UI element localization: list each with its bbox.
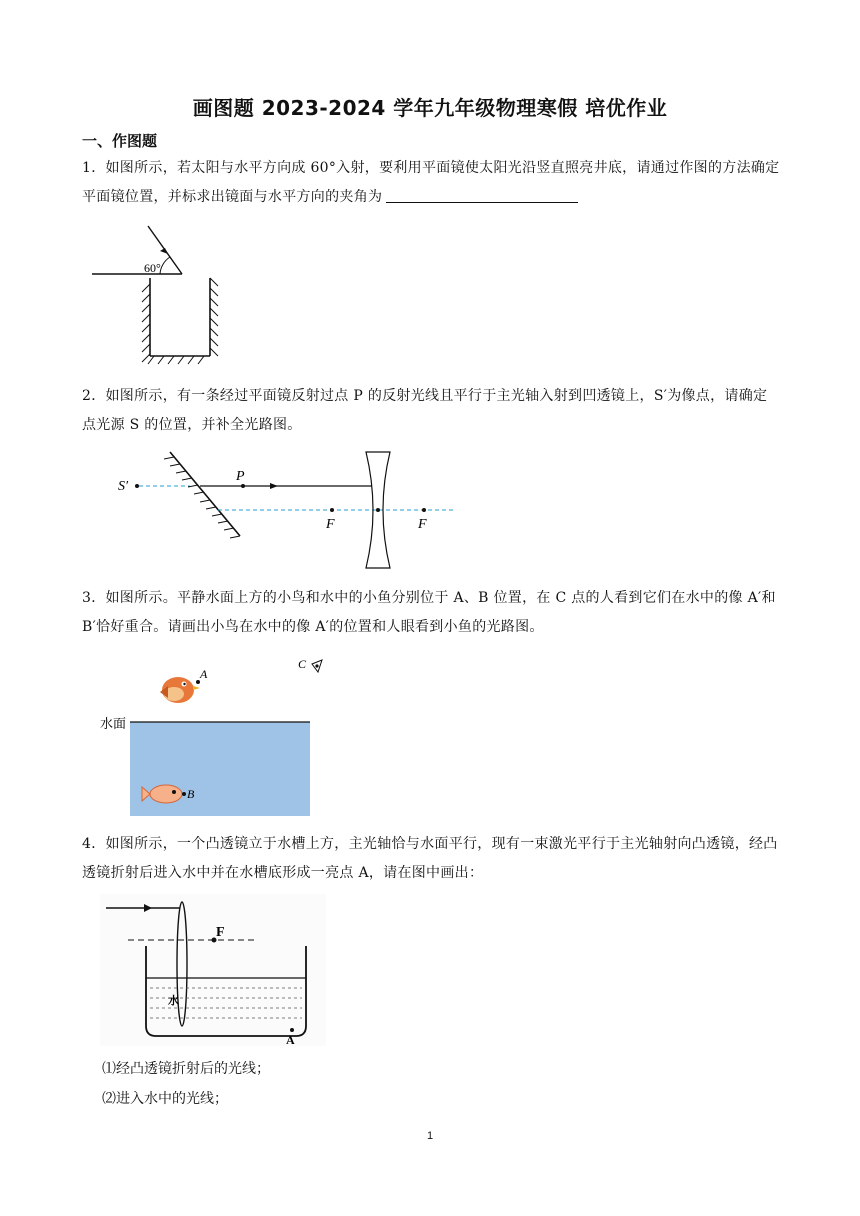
answer-blank[interactable] <box>386 186 578 203</box>
question-3-text: 3．如图所示。平静水面上方的小鸟和水中的小鱼分别位于 A、B 位置，在 C 点的人看到它们在水中的像 A′和 B′恰好重合。请画出小鸟在水中的像 A′的位置和人眼看到小鱼的光路图。 <box>82 590 776 635</box>
question-4 <box>82 830 780 888</box>
focus-label: F <box>216 925 225 940</box>
angle-label: 60° <box>144 261 161 275</box>
page-title: 画图题 2023-2024 学年九年级物理寒假 培优作业 <box>192 96 668 120</box>
question-2 <box>82 382 780 440</box>
figure-1-well <box>90 222 230 368</box>
eye-icon <box>312 660 322 672</box>
water-label: 水 <box>168 995 179 1007</box>
point-p-label: P <box>236 469 245 484</box>
page-number: 1 <box>426 1130 434 1142</box>
focus-left-label: F <box>326 517 335 532</box>
focus-right-label: F <box>418 517 427 532</box>
point-a-label: A <box>286 1033 295 1046</box>
point-c-label: C <box>298 657 307 671</box>
question-2-text: 2．如图所示，有一条经过平面镜反射过点 P 的反射光线且平行于主光轴入射到凹透镜上，S′为像点，请确定点光源 S 的位置，并补全光路图。 <box>82 388 768 433</box>
bird-icon <box>160 677 200 703</box>
question-1-text: 1．如图所示，若太阳与水平方向成 60°入射，要利用平面镜使太阳光沿竖直照亮井底，请通过作图的方法确定平面镜位置，并标求出镜面与水平方向的夹角为 <box>82 160 780 205</box>
subitem-1: ⑴经凸透镜折射后的光线； <box>102 1061 270 1077</box>
question-4-text: 4．如图所示，一个凸透镜立于水槽上方，主光轴恰与水面平行，现有一束激光平行于主光轴射向凸透镜，经凸透镜折射后进入水中并在水槽底形成一亮点 A，请在图中画出： <box>82 836 778 881</box>
question-1 <box>82 154 780 212</box>
point-a-label: A <box>200 667 208 681</box>
figure-2-mirror-lens <box>110 448 470 574</box>
water-surface-label: 水面 <box>100 716 127 731</box>
s-prime-label: S′ <box>118 479 129 494</box>
section-heading: 一、作图题 <box>82 132 158 150</box>
point-b-label: B <box>187 787 195 801</box>
figure-4-convex-lens-tank <box>100 894 326 1046</box>
subitem-2: ⑵进入水中的光线； <box>102 1091 228 1107</box>
figure-3-bird-fish <box>96 652 336 818</box>
question-3 <box>82 584 780 642</box>
